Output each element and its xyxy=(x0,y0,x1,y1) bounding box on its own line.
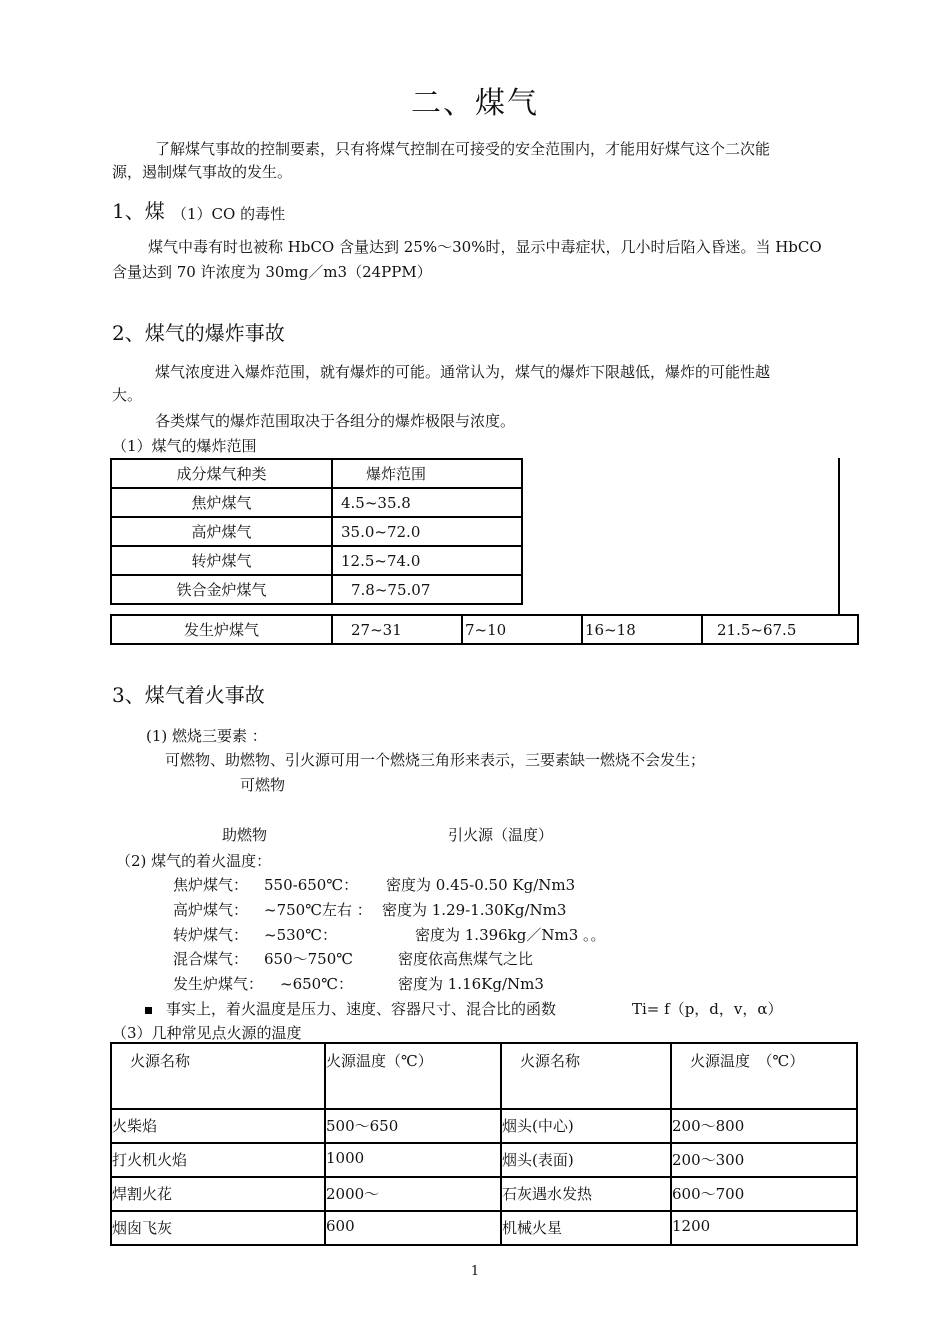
section-2-para-1: 煤气浓度进入爆炸范围，就有爆炸的可能。通常认为，煤气的爆炸下限越低，爆炸的可能性越 xyxy=(155,363,771,381)
table-cell: 焊割火花 xyxy=(111,1177,325,1211)
page-title: 二、煤气 xyxy=(411,86,539,121)
table-cell: 600 xyxy=(325,1211,501,1245)
table-row xyxy=(111,615,858,644)
ignition-temp: 650～750℃ xyxy=(264,950,354,968)
table-row xyxy=(111,517,522,546)
explosion-table xyxy=(110,458,523,605)
ignition-density: 密度为 1.29-1.30Kg/Nm3 xyxy=(382,901,567,919)
ignition-density: 密度为 1.396kg／Nm3 。。 xyxy=(415,926,606,944)
ignition-name: 焦炉煤气： xyxy=(173,876,249,894)
table-header-cell: 火源温度（℃） xyxy=(325,1043,501,1109)
ignition-formula: Ti= f（p，d，v，α） xyxy=(632,1000,783,1018)
ignition-density: 密度依高焦煤气之比 xyxy=(398,950,534,968)
table-row xyxy=(111,1211,857,1245)
table-cell: 火柴焰 xyxy=(111,1109,325,1143)
ignition-name: 高炉煤气： xyxy=(173,901,249,919)
ignition-density: 密度为 0.45-0.50 Kg/Nm3 xyxy=(386,876,576,894)
section-2-para-1b: 大。 xyxy=(112,386,143,404)
fire-source-table xyxy=(110,1042,858,1246)
ignition-temp: ~530℃： xyxy=(264,926,337,944)
table-row xyxy=(111,546,522,575)
table-row xyxy=(111,575,522,604)
table-cell: 200～300 xyxy=(671,1143,857,1177)
table-cell: 转炉煤气 xyxy=(111,546,332,575)
table-header-cell: 成分煤气种类 xyxy=(111,459,332,488)
table-cell: 21.5~67.5 xyxy=(702,615,858,644)
triangle-right-label: 引火源（温度） xyxy=(448,826,554,844)
table-row xyxy=(111,488,522,517)
table-cell: 7.8~75.07 xyxy=(332,575,522,604)
table-cell: 烟头(中心) xyxy=(501,1109,671,1143)
section-1-heading: 1、煤 xyxy=(112,199,165,223)
ignition-temp: ~750℃左右 ： xyxy=(264,901,372,919)
item-3-heading: （3）几种常见点火源的温度 xyxy=(112,1024,302,1042)
table-header-cell: 火源温度 （℃） xyxy=(671,1043,857,1109)
explosion-table-last-row xyxy=(110,614,859,645)
table-cell: 500～650 xyxy=(325,1109,501,1143)
bullet-icon xyxy=(145,1007,152,1014)
table-cell: 2000～ xyxy=(325,1177,501,1211)
triangle-top-label: 可燃物 xyxy=(240,776,286,794)
ignition-name: 发生炉煤气： xyxy=(173,975,264,993)
item-1-heading: (1) 燃烧三要素 ： xyxy=(146,727,267,745)
table-cell: 打火机火焰 xyxy=(111,1143,325,1177)
table-cell: 200～800 xyxy=(671,1109,857,1143)
table-cell: 高炉煤气 xyxy=(111,517,332,546)
table-header-cell: 火源名称 xyxy=(501,1043,671,1109)
table-cell: 7~10 xyxy=(462,615,582,644)
item-2-heading: （2) 煤气的着火温度： xyxy=(116,852,272,870)
table-cell: 4.5~35.8 xyxy=(332,488,522,517)
table-cell: 600～700 xyxy=(671,1177,857,1211)
table-row xyxy=(111,1143,857,1177)
triangle-left-label: 助燃物 xyxy=(222,826,268,844)
table-header-row xyxy=(111,1043,857,1109)
section-2-heading: 2、煤气的爆炸事故 xyxy=(112,321,285,345)
bullet-text: 事实上，着火温度是压力、速度、容器尺寸、混合比的函数 xyxy=(166,1000,557,1018)
section-3-heading: 3、煤气着火事故 xyxy=(112,683,265,707)
ignition-temp: ~650℃： xyxy=(280,975,353,993)
table-row xyxy=(111,1109,857,1143)
intro-line-2: 源，遏制煤气事故的发生。 xyxy=(112,163,293,181)
table-cell: 机械火星 xyxy=(501,1211,671,1245)
section-2-para-2: 各类煤气的爆炸范围取决于各组分的爆炸极限与浓度。 xyxy=(155,412,516,430)
table-header-row xyxy=(111,459,522,488)
table-header-cell: 火源名称 xyxy=(111,1043,325,1109)
explosion-table-caption: （1）煤气的爆炸范围 xyxy=(112,437,257,455)
bullet-line xyxy=(145,998,556,1019)
table-cell: 焦炉煤气 xyxy=(111,488,332,517)
ignition-name: 转炉煤气： xyxy=(173,926,249,944)
table-cell: 烟头(表面) xyxy=(501,1143,671,1177)
table-cell: 12.5~74.0 xyxy=(332,546,522,575)
section-1-sub: （1）CO 的毒性 xyxy=(172,205,286,223)
intro-line-1: 了解煤气事故的控制要素，只有将煤气控制在可接受的安全范围内，才能用好煤气这个二次能 xyxy=(155,140,771,158)
table-cell: 1200 xyxy=(671,1211,857,1245)
table-cell: 35.0~72.0 xyxy=(332,517,522,546)
table-header-cell: 爆炸范围 xyxy=(332,459,522,488)
ignition-temp: 550-650℃： xyxy=(264,876,359,894)
table-cell: 石灰遇水发热 xyxy=(501,1177,671,1211)
table-cell: 烟囱飞灰 xyxy=(111,1211,325,1245)
table-cell: 发生炉煤气 xyxy=(111,615,332,644)
section-1-para-2: 含量达到 70 许浓度为 30mg／m3（24PPM） xyxy=(112,263,432,281)
table-cell: 1000 xyxy=(325,1143,501,1177)
page-number: 1 xyxy=(470,1264,480,1279)
table-cell: 27~31 xyxy=(332,615,462,644)
item-1-text: 可燃物、助燃物、引火源可用一个燃烧三角形来表示，三要素缺一燃烧不会发生； xyxy=(165,751,706,769)
table-cell: 16~18 xyxy=(582,615,702,644)
table-row xyxy=(111,1177,857,1211)
table-right-border xyxy=(838,458,840,615)
table-cell: 铁合金炉煤气 xyxy=(111,575,332,604)
section-1-para-1: 煤气中毒有时也被称 HbCO 含量达到 25%～30%时，显示中毒症状，几小时后陷入昏迷。当 HbCO xyxy=(148,238,822,256)
ignition-density: 密度为 1.16Kg/Nm3 xyxy=(398,975,544,993)
ignition-name: 混合煤气： xyxy=(173,950,249,968)
